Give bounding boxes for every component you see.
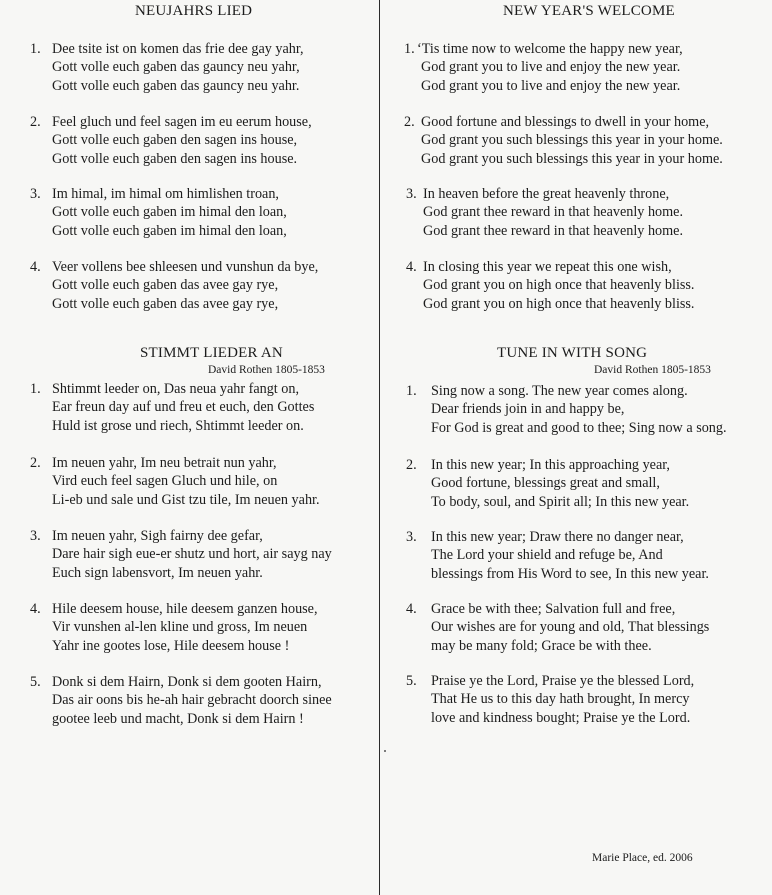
verse (30, 673, 332, 728)
verse-number: 1. (404, 41, 415, 57)
verse-line: Im neuen yahr, Im neu betrait nun yahr, (52, 455, 277, 471)
verse-line: God grant you to live and enjoy the new year. (421, 59, 681, 76)
author-credit: David Rothen 1805-1853 (594, 364, 711, 376)
verse (406, 382, 727, 437)
speck (384, 750, 386, 752)
verse-line: God grant you to live and enjoy the new year. (421, 77, 681, 94)
verse-line: ‘Tis time now to welcome the happy new year, (417, 41, 683, 57)
verse-number: 2. (404, 114, 415, 130)
verse-number: 1. (30, 381, 41, 397)
verse-number: 1. (406, 383, 417, 399)
verse (30, 258, 318, 313)
verse-line: God grant you on high once that heavenly bliss. (423, 277, 695, 294)
song-title-tune-in-with-song: TUNE IN WITH SONG (497, 345, 648, 361)
verse-number: 2. (30, 114, 41, 130)
verse (406, 456, 689, 511)
verse-number: 3. (30, 186, 41, 202)
verse-line: Euch sign labensvort, Im neuen yahr. (52, 564, 263, 581)
verse-number: 4. (406, 601, 417, 617)
verse-line: Dear friends join in and happy be, (431, 401, 625, 418)
verse-number: 3. (406, 186, 417, 202)
verse-line: gootee leeb und macht, Donk si dem Hairn ! (52, 710, 304, 727)
verse-line: love and kindness bought; Praise ye the Lord. (431, 709, 691, 726)
verse-line: In this new year; Draw there no danger near, (431, 529, 684, 545)
verse-line: Veer vollens bee shleesen und vunshun da bye, (52, 259, 319, 275)
verse-number: 4. (30, 259, 41, 275)
editor-credit: Marie Place, ed. 2006 (592, 852, 693, 864)
verse (406, 185, 683, 240)
author-credit: David Rothen 1805-1853 (208, 364, 325, 376)
verse (30, 40, 304, 95)
verse-line: Yahr ine gootes lose, Hile deesem house ! (52, 637, 290, 654)
verse-line: That He us to this day hath brought, In mercy (431, 691, 690, 708)
verse-number: 5. (30, 674, 41, 690)
verse-line: Li-eb und sale und Gist tzu tile, Im neuen yahr. (52, 491, 320, 508)
verse-line: Huld ist grose und riech, Shtimmt leeder on. (52, 417, 304, 434)
verse-line: Gott volle euch gaben das gauncy neu yahr. (52, 77, 300, 94)
verse-line: In heaven before the great heavenly throne, (423, 186, 670, 202)
verse (30, 527, 332, 582)
verse-number: 2. (406, 457, 417, 473)
verse-number: 2. (30, 455, 41, 471)
verse-line: God grant thee reward in that heavenly home. (423, 222, 684, 239)
verse-line: God grant you such blessings this year in your home. (421, 132, 723, 149)
verse (404, 113, 723, 168)
verse-line: Praise ye the Lord, Praise ye the blessed Lord, (431, 673, 695, 689)
verse (406, 528, 709, 583)
verse (406, 258, 694, 313)
song-title-new-years-welcome: NEW YEAR'S WELCOME (503, 3, 675, 19)
verse-line: To body, soul, and Spirit all; In this new year. (431, 493, 690, 510)
verse (30, 185, 287, 240)
verse (404, 40, 683, 95)
song-title-stimmt-lieder-an: STIMMT LIEDER AN (140, 345, 283, 361)
verse-line: For God is great and good to thee; Sing now a song. (431, 419, 727, 436)
verse-line: Gott volle euch gaben im himal den loan, (52, 204, 287, 221)
verse (30, 600, 318, 655)
verse-number: 1. (30, 41, 41, 57)
song-title-neujahrs-lied: NEUJAHRS LIED (135, 3, 253, 19)
verse-line: Gott volle euch gaben den sagen ins house, (52, 132, 298, 149)
verse-line: Grace be with thee; Salvation full and free, (431, 601, 676, 617)
verse-line: Feel gluch und feel sagen im eu eerum house, (52, 114, 312, 130)
verse-line: God grant thee reward in that heavenly home. (423, 204, 684, 221)
verse-line: Im himal, im himal om himlishen troan, (52, 186, 279, 202)
verse-number: 5. (406, 673, 417, 689)
verse-line: Gott volle euch gaben den sagen ins house. (52, 150, 298, 167)
verse-number: 3. (406, 529, 417, 545)
verse-line: In closing this year we repeat this one wish, (423, 259, 672, 275)
verse-line: Vir vunshen al-len kline und gross, Im neuen (52, 619, 308, 636)
verse (30, 113, 312, 168)
verse-line: In this new year; In this approaching year, (431, 457, 670, 473)
verse-line: Vird euch feel sagen Gluch und hile, on (52, 473, 278, 490)
verse-line: Ear freun day auf und freu et euch, den Gottes (52, 399, 315, 416)
verse-line: Im neuen yahr, Sigh fairny dee gefar, (52, 528, 263, 544)
verse-number: 4. (30, 601, 41, 617)
verse-line: Shtimmt leeder on, Das neua yahr fangt on, (52, 381, 300, 397)
verse-line: Donk si dem Hairn, Donk si dem gooten Hairn, (52, 674, 322, 690)
verse-line: Hile deesem house, hile deesem ganzen house, (52, 601, 318, 617)
verse-line: may be many fold; Grace be with thee. (431, 637, 652, 654)
verse-line: Good fortune and blessings to dwell in your home, (421, 114, 710, 130)
verse-line: Good fortune, blessings great and small, (431, 475, 660, 492)
verse-line: Gott volle euch gaben das avee gay rye, (52, 277, 279, 294)
verse-line: The Lord your shield and refuge be, And (431, 547, 663, 564)
verse-line: God grant you on high once that heavenly bliss. (423, 295, 695, 312)
verse-line: Dare hair sigh eue-er shutz und hort, air sayg nay (52, 546, 332, 563)
verse-line: Gott volle euch gaben das avee gay rye, (52, 295, 279, 312)
verse-line: Das air oons bis he-ah hair gebracht doorch sinee (52, 692, 332, 709)
verse-line: Gott volle euch gaben das gauncy neu yahr, (52, 59, 300, 76)
column-divider (379, 0, 380, 895)
verse-line: God grant you such blessings this year in your home. (421, 150, 723, 167)
verse-line: blessings from His Word to see, In this new year. (431, 565, 709, 582)
verse-line: Our wishes are for young and old, That blessings (431, 619, 710, 636)
verse-line: Sing now a song. The new year comes along. (431, 383, 688, 399)
verse-number: 4. (406, 259, 417, 275)
verse (30, 454, 320, 509)
verse (406, 672, 694, 727)
verse (406, 600, 709, 655)
verse (30, 380, 314, 435)
verse-line: Dee tsite ist on komen das frie dee gay yahr, (52, 41, 304, 57)
verse-line: Gott volle euch gaben im himal den loan, (52, 222, 287, 239)
verse-number: 3. (30, 528, 41, 544)
